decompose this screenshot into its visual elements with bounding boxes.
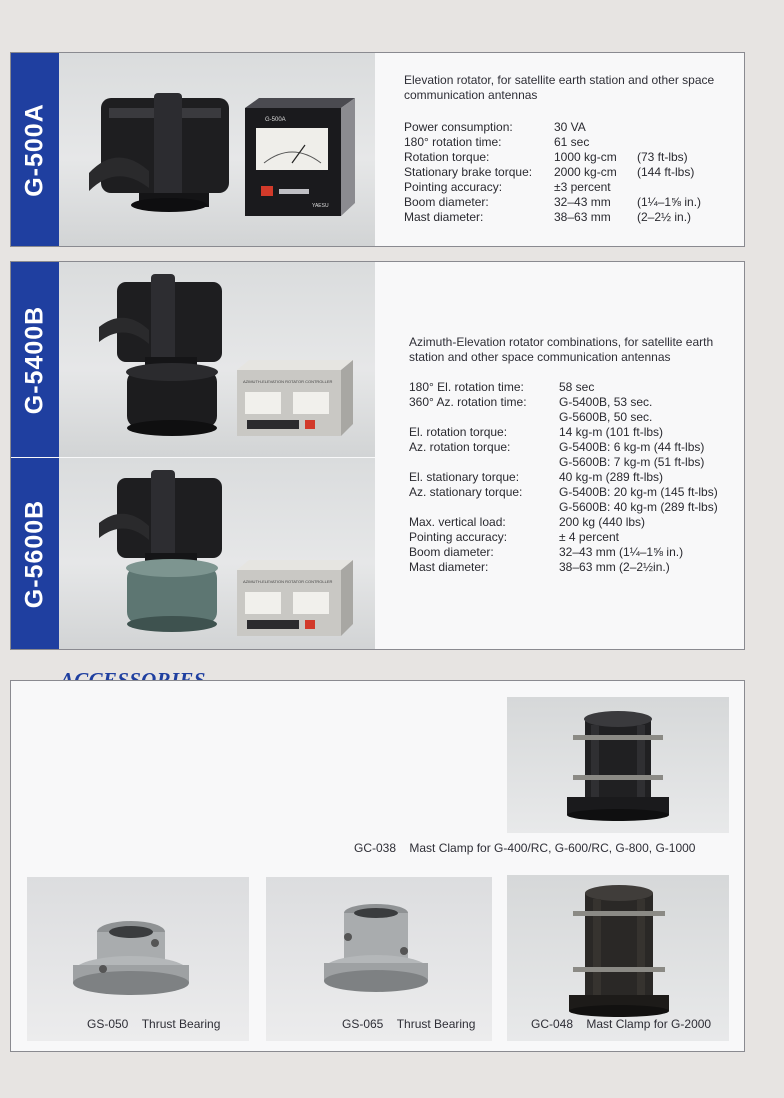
spec-label: 180° El. rotation time: xyxy=(409,380,524,394)
g500a-panel xyxy=(10,52,745,247)
gs050-code: GS-050 xyxy=(87,1017,129,1031)
spec-row xyxy=(409,560,739,575)
spec-label: Mast diameter: xyxy=(404,210,484,224)
g500a-spec-list xyxy=(404,120,734,225)
spec-row xyxy=(409,500,739,515)
g500a-description: Elevation rotator, for satellite earth station and other space communication antennas xyxy=(404,73,715,102)
gc048-name: Mast Clamp for G-2000 xyxy=(586,1017,712,1031)
spec-row xyxy=(409,530,739,545)
gs065-code: GS-065 xyxy=(342,1017,384,1031)
spec-label: 360° Az. rotation time: xyxy=(409,395,527,409)
spec-row xyxy=(409,545,739,560)
gs065-caption xyxy=(342,1017,475,1031)
gc048-code: GC-048 xyxy=(531,1017,574,1031)
spec-label: Mast diameter: xyxy=(409,560,489,574)
spec-value: G-5600B: 40 kg-m (289 ft-lbs) xyxy=(559,500,718,514)
spec-value: G-5600B: 7 kg-m (51 ft-lbs) xyxy=(559,455,705,469)
spec-value: 32–43 mm (1¼–1⅝ in.) xyxy=(559,545,684,559)
spec-value: 58 sec xyxy=(559,380,595,394)
spec-value: 32–43 mm xyxy=(554,195,611,209)
spec-value: ±3 percent xyxy=(554,180,611,194)
gc038-name: Mast Clamp for G-400/RC, G-600/RC, G-800, G-1000 xyxy=(409,841,696,855)
spec-row xyxy=(404,180,734,195)
gc048-photo xyxy=(507,875,729,1041)
spec-row xyxy=(409,440,739,455)
spec-row xyxy=(409,455,739,470)
spec-label: Boom diameter: xyxy=(404,195,489,209)
g5400b-spec-list xyxy=(409,380,739,575)
g5400b-description: Azimuth-Elevation rotator combinations, for satellite earth station and other space communication antennas xyxy=(409,335,714,364)
spec-value: 30 VA xyxy=(554,120,586,134)
spec-row xyxy=(409,515,739,530)
accessories-panel xyxy=(10,680,745,1052)
g5600b-rotator-illustration xyxy=(59,458,375,649)
g5600b-model-label: G-5600B xyxy=(20,499,49,608)
spec-row xyxy=(404,135,734,150)
spec-label: Az. stationary torque: xyxy=(409,485,523,499)
gs065-photo xyxy=(266,877,492,1041)
gc038-code: GC-038 xyxy=(354,841,397,855)
spec-label: El. rotation torque: xyxy=(409,425,508,439)
spec-extra: (73 ft-lbs) xyxy=(637,150,688,164)
spec-extra: (144 ft-lbs) xyxy=(637,165,695,179)
g5400b-panel xyxy=(10,261,745,650)
gc038-mast-clamp-illustration xyxy=(507,697,729,833)
gc038-caption xyxy=(354,841,695,855)
g5600b-model-tab xyxy=(11,458,59,649)
spec-extra: (1¼–1⅝ in.) xyxy=(637,195,702,209)
g5600b-controller-face: AZIMUTH-ELEVATION ROTATOR CONTROLLER xyxy=(243,579,333,584)
g5400b-photo xyxy=(59,262,375,457)
gc048-caption xyxy=(531,1017,711,1031)
g5600b-photo xyxy=(59,458,375,649)
spec-label: Max. vertical load: xyxy=(409,515,506,529)
spec-label: Power consumption: xyxy=(404,120,513,134)
g500a-model-tab xyxy=(11,53,59,246)
spec-value: ± 4 percent xyxy=(559,530,619,544)
gs065-name: Thrust Bearing xyxy=(396,1017,476,1031)
spec-row xyxy=(404,165,734,180)
spec-label: Pointing accuracy: xyxy=(404,180,503,194)
g5400b-rotator-illustration xyxy=(59,262,375,457)
spec-row xyxy=(404,210,734,225)
gc038-photo xyxy=(507,697,729,833)
spec-extra: (2–2½ in.) xyxy=(637,210,692,224)
gs050-name: Thrust Bearing xyxy=(141,1017,221,1031)
spec-value: G-5400B, 53 sec. xyxy=(559,395,653,409)
spec-value: 38–63 mm xyxy=(554,210,611,224)
spec-value: 61 sec xyxy=(554,135,590,149)
spec-value: G-5400B: 6 kg-m (44 ft-lbs) xyxy=(559,440,705,454)
spec-value: G-5400B: 20 kg-m (145 ft-lbs) xyxy=(559,485,718,499)
spec-row xyxy=(404,120,734,135)
spec-value: 40 kg-m (289 ft-lbs) xyxy=(559,470,664,484)
g500a-controller-brand: YAESU xyxy=(312,203,329,209)
g5400b-model-label: G-5400B xyxy=(20,305,49,414)
spec-label: Stationary brake torque: xyxy=(404,165,533,179)
spec-label: Boom diameter: xyxy=(409,545,494,559)
spec-row xyxy=(409,470,739,485)
g500a-photo xyxy=(59,53,375,246)
g500a-rotator-illustration xyxy=(59,53,375,246)
g500a-model-label: G-500A xyxy=(20,102,49,197)
spec-value: G-5600B, 50 sec. xyxy=(559,410,653,424)
spec-row xyxy=(409,410,739,425)
spec-row xyxy=(404,150,734,165)
g5400b-controller-face: AZIMUTH-ELEVATION ROTATOR CONTROLLER xyxy=(243,379,333,384)
spec-value: 38–63 mm (2–2½in.) xyxy=(559,560,670,574)
gs050-photo xyxy=(27,877,249,1041)
spec-label: Pointing accuracy: xyxy=(409,530,508,544)
spec-label: El. stationary torque: xyxy=(409,470,520,484)
spec-label: Az. rotation torque: xyxy=(409,440,511,454)
spec-value: 200 kg (440 lbs) xyxy=(559,515,646,529)
spec-row xyxy=(409,395,739,410)
g500a-controller-face: G-500A xyxy=(265,117,286,123)
spec-value: 2000 kg-cm xyxy=(554,165,617,179)
spec-label: 180° rotation time: xyxy=(404,135,502,149)
spec-value: 14 kg-m (101 ft-lbs) xyxy=(559,425,664,439)
spec-row xyxy=(404,195,734,210)
spec-row xyxy=(409,380,739,395)
spec-row xyxy=(409,485,739,500)
g5400b-model-tab xyxy=(11,262,59,457)
spec-label: Rotation torque: xyxy=(404,150,490,164)
spec-value: 1000 kg-cm xyxy=(554,150,617,164)
spec-row xyxy=(409,425,739,440)
gs050-caption xyxy=(87,1017,220,1031)
